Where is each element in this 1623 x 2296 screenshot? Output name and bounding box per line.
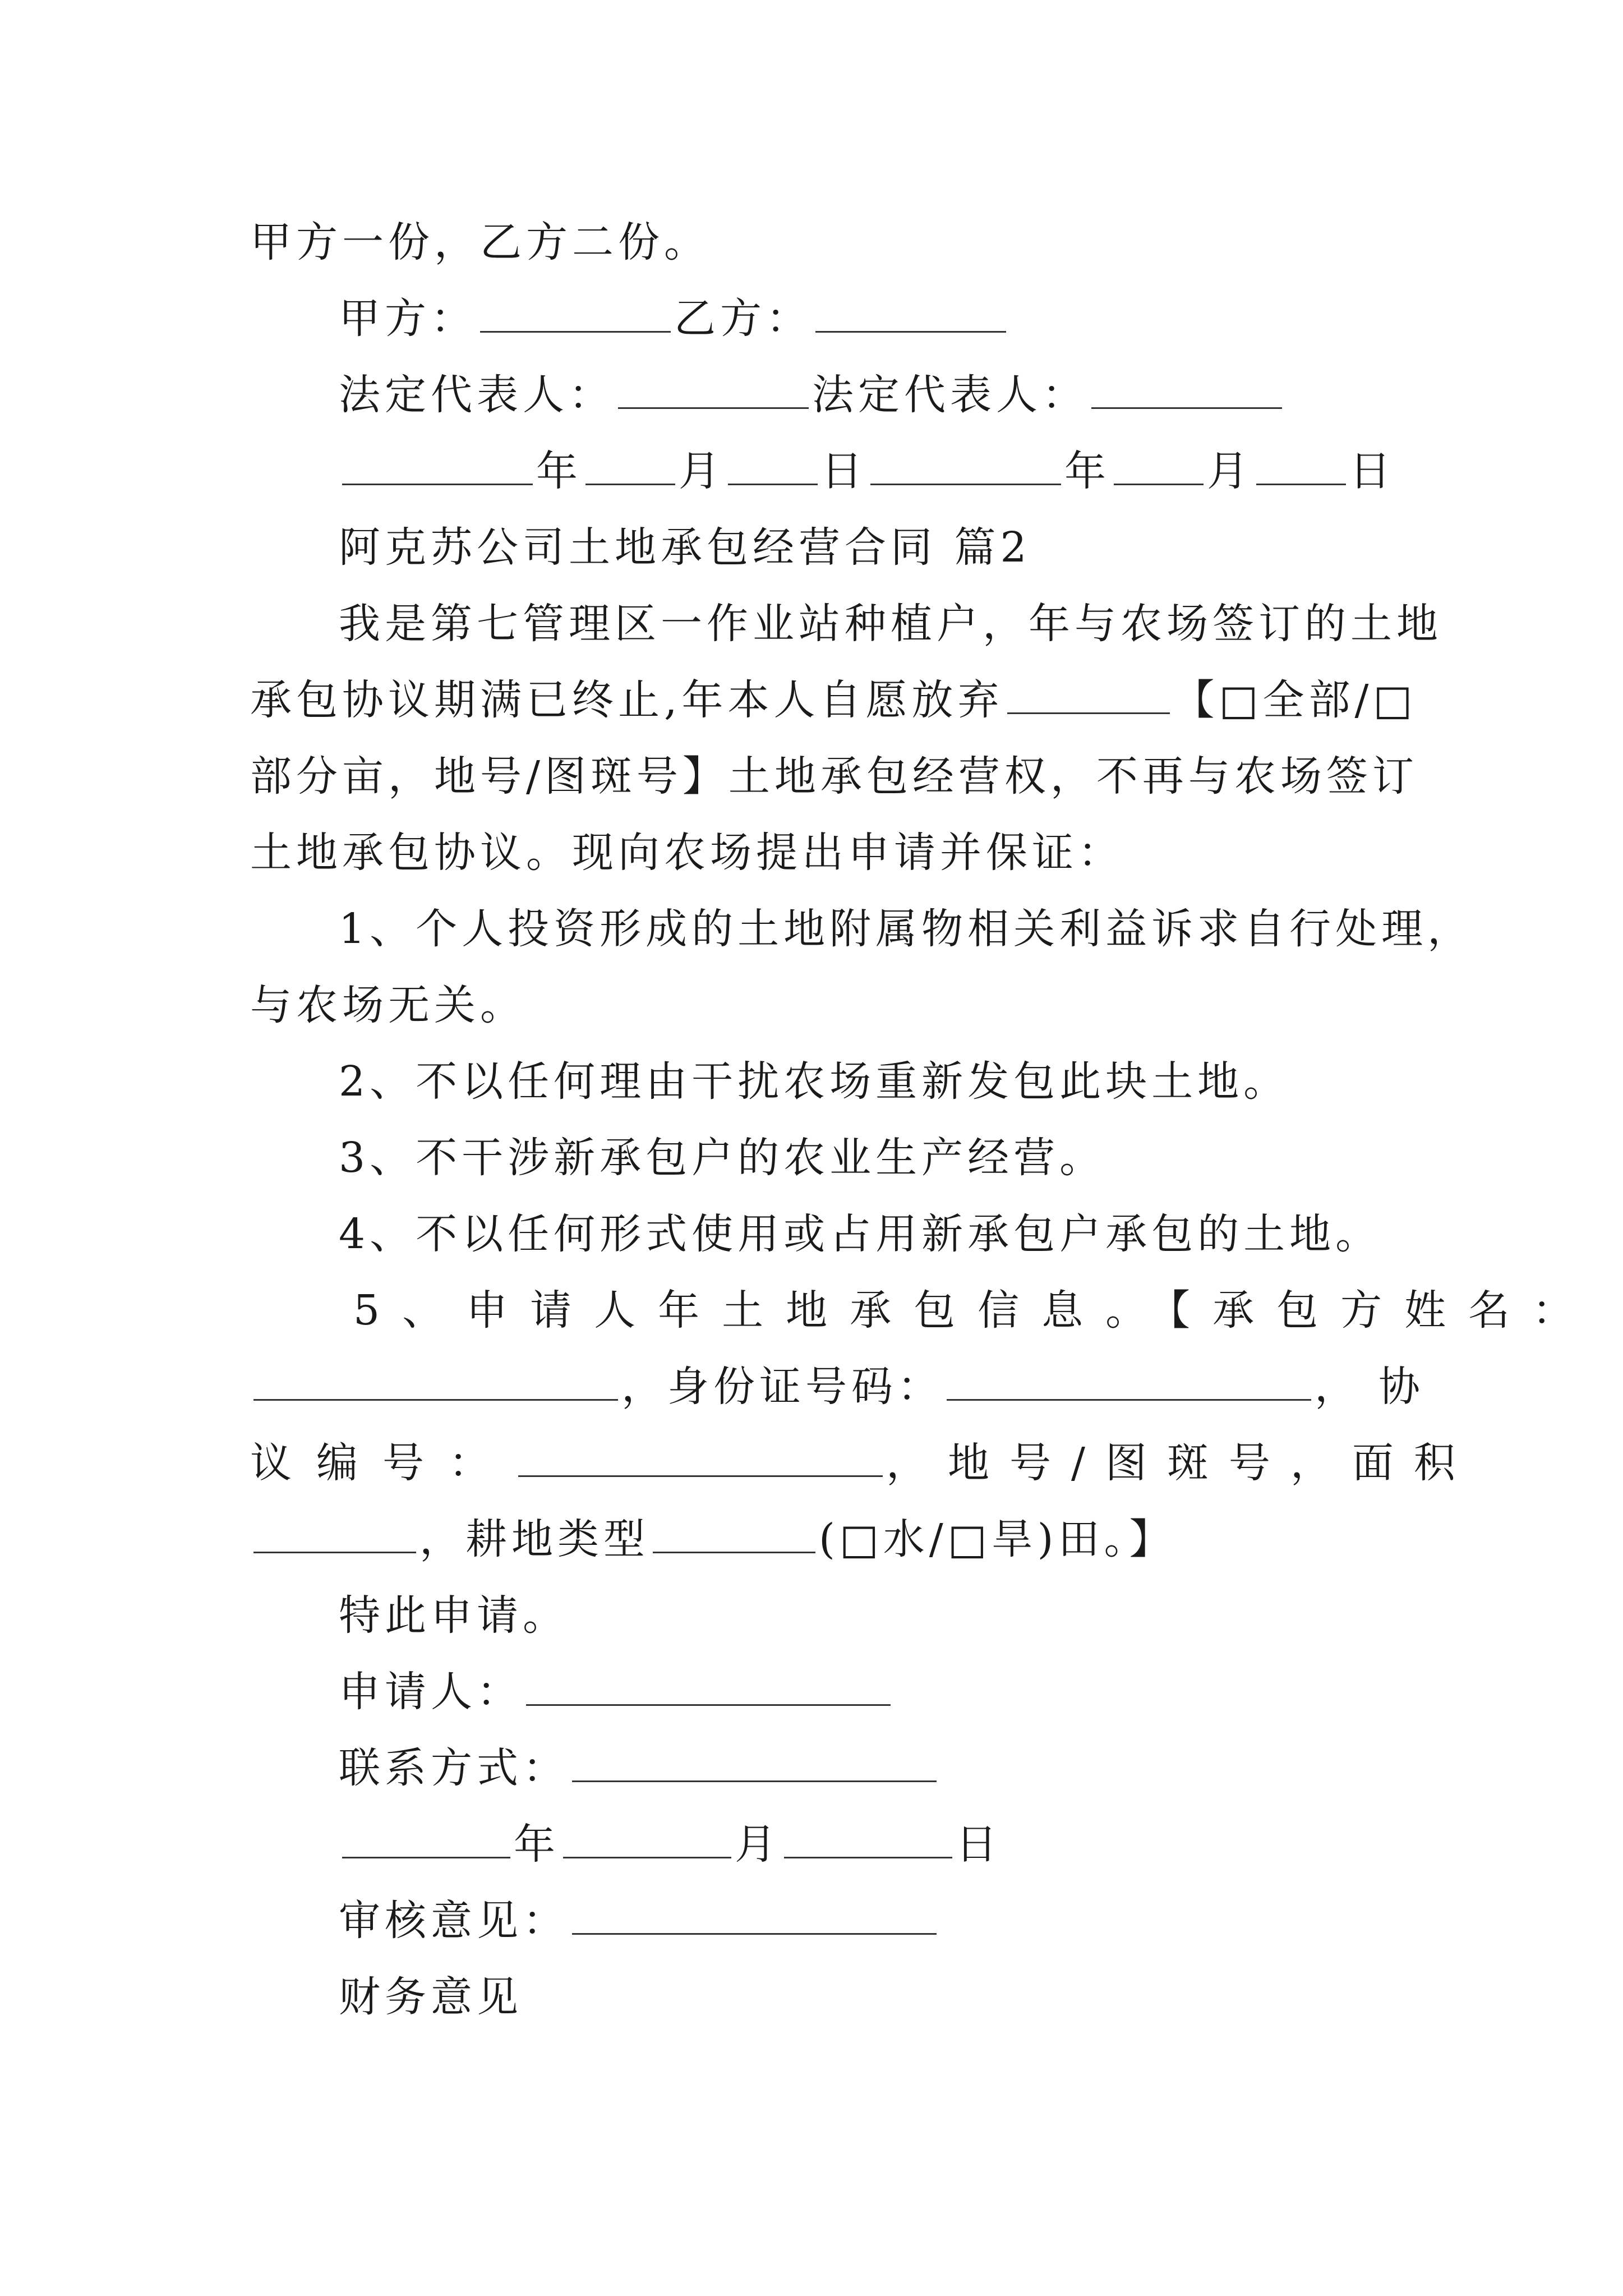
blank-year-a[interactable]: [342, 448, 533, 485]
label-party-b: 乙方：: [674, 295, 812, 343]
blank-sign-day[interactable]: [784, 1821, 952, 1858]
text: (□水/□旱)田。】: [819, 1515, 1175, 1563]
blank-mu[interactable]: [1007, 677, 1170, 714]
sign-date-line: [339, 1816, 1002, 1872]
blank-contact[interactable]: [572, 1745, 937, 1782]
list-item: [250, 1359, 1442, 1415]
text: 议编号：: [250, 1439, 515, 1487]
list-item: [250, 1511, 1175, 1567]
review-line: [339, 1893, 940, 1949]
paragraph-line: [250, 825, 1124, 881]
blank-legal-rep-a[interactable]: [618, 371, 809, 409]
label-day: 日: [821, 447, 867, 495]
blank-sign-month[interactable]: [563, 1821, 731, 1858]
blank-month-a[interactable]: [585, 448, 675, 485]
list-item: [339, 1130, 1105, 1186]
finance-line: [339, 1969, 523, 2025]
text: ，协: [1315, 1363, 1442, 1411]
text: ，地号/图斑号，面积: [886, 1439, 1476, 1487]
label-year: 年: [1064, 447, 1110, 495]
paragraph-line: [250, 672, 1417, 728]
blank-area[interactable]: [253, 1516, 416, 1553]
paragraph-line: [250, 748, 1418, 804]
text: 甲方一份，乙方二份。: [250, 218, 710, 266]
blank-land-type[interactable]: [653, 1516, 815, 1553]
blank-legal-rep-b[interactable]: [1091, 371, 1282, 409]
blank-party-b[interactable]: [815, 295, 1006, 333]
closing-line: [339, 1588, 569, 1644]
label-contact: 联系方式：: [339, 1744, 569, 1792]
label-month: 月: [679, 447, 725, 495]
paragraph-line: [339, 596, 1442, 652]
text: 特此申请。: [339, 1591, 569, 1640]
title-text: 阿克苏公司土地承包经营合同 篇2: [339, 523, 1031, 572]
label-year: 年: [514, 1820, 560, 1869]
text: 【□全部/□: [1173, 676, 1417, 724]
applicant-line: [339, 1664, 894, 1720]
label-legal-rep-a: 法定代表人：: [339, 371, 615, 419]
blank-applicant[interactable]: [526, 1668, 891, 1706]
blank-id-number[interactable]: [947, 1363, 1311, 1401]
party-line: [339, 291, 1009, 347]
label-review: 审核意见：: [339, 1897, 569, 1945]
text: 2、不以任何理由干扰农场重新发包此块土地。: [339, 1057, 1290, 1106]
blank-agreement-number[interactable]: [518, 1439, 883, 1477]
label-applicant: 申请人：: [339, 1668, 523, 1716]
blank-sign-year[interactable]: [342, 1821, 510, 1858]
text: 土地承包协议。现向农场提出申请并保证：: [250, 829, 1124, 877]
text: 承包协议期满已终止,年本人自愿放弃: [250, 676, 1004, 724]
blank-day-b[interactable]: [1256, 448, 1346, 485]
label-party-a: 甲方：: [339, 295, 477, 343]
text: 3、不干涉新承包户的农业生产经营。: [339, 1134, 1106, 1182]
text: 我是第七管理区一作业站种植户，年与农场签订的土地: [339, 600, 1442, 648]
text: ，耕地类型: [419, 1515, 649, 1563]
text: 与农场无关。: [250, 981, 526, 1029]
text: 4、不以任何形式使用或占用新承包户承包的土地。: [339, 1210, 1382, 1258]
label-day: 日: [1349, 447, 1395, 495]
blank-day-a[interactable]: [728, 448, 818, 485]
text: 部分亩，地号/图斑号】土地承包经营权，不再与农场签订: [250, 752, 1418, 800]
blank-year-b[interactable]: [870, 448, 1061, 485]
blank-month-b[interactable]: [1114, 448, 1204, 485]
list-item: [339, 1206, 1381, 1262]
legal-rep-line: [339, 367, 1285, 423]
list-item: [250, 977, 526, 1033]
label-year: 年: [536, 447, 582, 495]
list-item: [339, 1053, 1289, 1110]
list-item: [353, 1282, 1596, 1338]
label-month: 月: [735, 1820, 781, 1869]
text: 1、个人投资形成的土地附属物相关利益诉求自行处理，: [339, 905, 1474, 953]
label-legal-rep-b: 法定代表人：: [812, 371, 1088, 419]
label-finance: 财务意见: [339, 1973, 523, 2021]
date-line: [339, 443, 1395, 499]
blank-review[interactable]: [572, 1897, 937, 1935]
blank-party-a[interactable]: [480, 295, 671, 333]
text: 5、申请人年土地承包信息。【承包方姓名：: [353, 1286, 1597, 1335]
label-day: 日: [956, 1820, 1002, 1869]
list-item: [339, 901, 1473, 957]
section-title: [339, 519, 1031, 576]
blank-contractor-name[interactable]: [253, 1363, 618, 1401]
doc-line: [250, 214, 710, 270]
text: ，身份证号码：: [621, 1363, 943, 1411]
contact-line: [339, 1740, 940, 1796]
list-item: [250, 1435, 1476, 1491]
label-month: 月: [1207, 447, 1253, 495]
